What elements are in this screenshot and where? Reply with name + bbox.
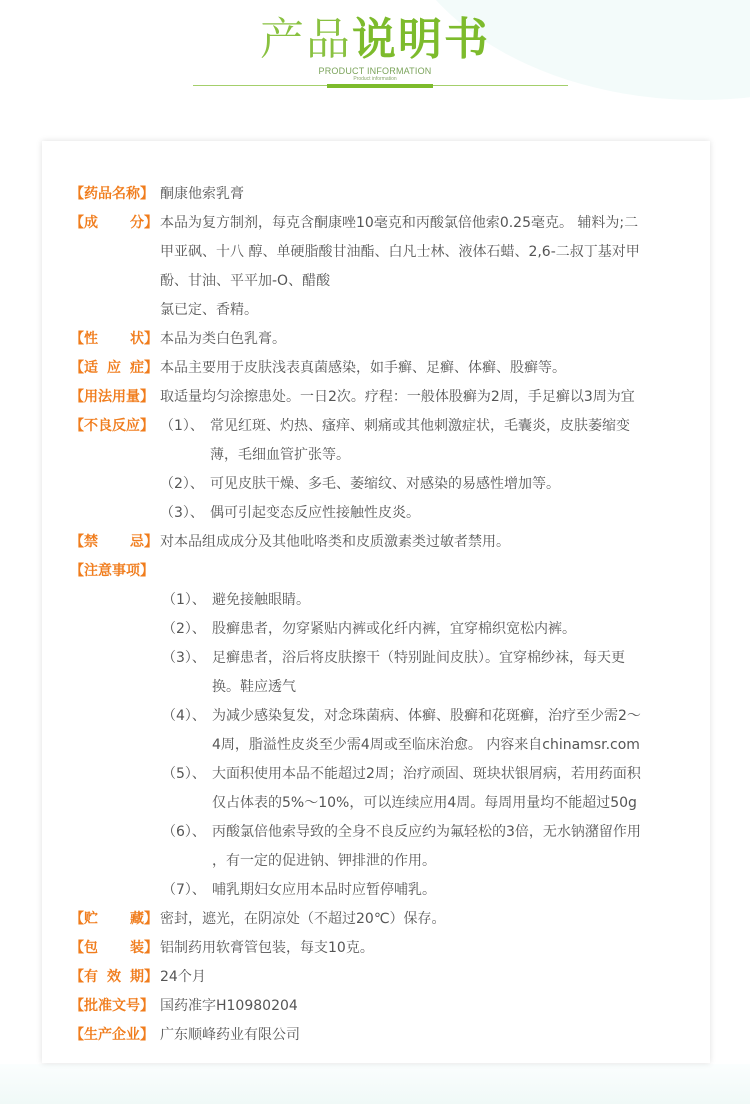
precaution-item: （1）、 避免接触眼睛。 xyxy=(162,592,310,608)
background-band xyxy=(0,1064,750,1104)
value-manufacturer: 广东顺峰药业有限公司 xyxy=(160,1027,300,1043)
label-dosage: 【用法用量】 xyxy=(70,389,154,405)
value-adverse xyxy=(158,412,690,528)
precaution-item: （4）、 为减少感染复发，对念珠菌病、体癣、股癣和花斑癣，治疗至少需2～ 4周，脂溢性皮炎至少需4周或至临床治愈。 内容来自chinamsr.com xyxy=(162,708,641,753)
adverse-item: （1）、 常见红斑、灼热、瘙痒、刺痛或其他刺激症状，毛囊炎，皮肤萎缩变 薄，毛细血管扩张等。 xyxy=(160,418,630,463)
label-approval: 【批准文号】 xyxy=(70,998,154,1014)
precaution-item: （2）、 股癣患者，勿穿紧贴内裤或化纤内裤，宜穿棉织宽松内裤。 xyxy=(162,621,576,637)
precautions-list xyxy=(70,586,690,905)
label-adverse: 【不良反应】 xyxy=(70,418,154,434)
value-appearance: 本品为类白色乳膏。 xyxy=(160,331,286,347)
label-ingredients: 【成 分】 xyxy=(70,215,158,231)
value-validity: 24个月 xyxy=(160,969,206,985)
section-precautions xyxy=(70,557,690,586)
value-name: 酮康他索乳膏 xyxy=(160,186,244,202)
section-approval xyxy=(70,992,690,1021)
section-dosage xyxy=(70,383,690,412)
section-name xyxy=(70,180,690,209)
section-appearance xyxy=(70,325,690,354)
page-header xyxy=(0,0,750,100)
adverse-item: （3）、 偶可引起变态反应性接触性皮炎。 xyxy=(160,505,420,521)
section-adverse xyxy=(70,412,690,528)
label-package: 【包 装】 xyxy=(70,940,158,956)
precaution-item: （5）、 大面积使用本品不能超过2周；治疗顽固、斑块状银屑病，若用药面积 仅占体表的5%～10%，可以连续应用4周。每周用量均不能超过50g xyxy=(162,766,641,811)
label-contraindications: 【禁 忌】 xyxy=(70,534,158,550)
label-appearance: 【性 状】 xyxy=(70,331,158,347)
precaution-item: （6）、 丙酸氯倍他索导致的全身不良反应约为氟轻松的3倍，无水钠潴留作用 ，有一定的促进钠、钾排泄的作用。 xyxy=(162,824,641,869)
value-package: 铝制药用软膏管包装，每支10克。 xyxy=(160,940,374,956)
section-package xyxy=(70,934,690,963)
section-manufacturer xyxy=(70,1021,690,1050)
label-manufacturer: 【生产企业】 xyxy=(70,1027,154,1043)
value-ingredients: 本品为复方制剂，每克含酮康唑10毫克和丙酸氯倍他索0.25毫克。 辅料为;二 甲亚砜、十八 醇、单硬脂酸甘油酯、白凡士林、液体石蜡、2,6-二叔丁基对甲 酚、甘油、平平加-O、醋酸 氯已定、香精。 xyxy=(160,215,640,318)
instructions-content xyxy=(70,180,690,1050)
section-indications xyxy=(70,354,690,383)
precaution-item: （3）、 足癣患者，浴后将皮肤擦干（特别趾间皮肤）。宜穿棉纱袜，每天更 换。鞋应透气 xyxy=(162,650,625,695)
value-contraindications: 对本品组成成分及其他吡咯类和皮质激素类过敏者禁用。 xyxy=(160,534,510,550)
section-contraindications xyxy=(70,528,690,557)
value-indications: 本品主要用于皮肤浅表真菌感染，如手癣、足癣、体癣、股癣等。 xyxy=(160,360,566,376)
page-title xyxy=(0,14,750,66)
label-storage: 【贮 藏】 xyxy=(70,911,158,927)
header-divider-accent xyxy=(327,84,433,88)
label-name: 【药品名称】 xyxy=(70,186,154,202)
page-subtitle-small: Product information xyxy=(353,76,397,82)
label-precautions: 【注意事项】 xyxy=(70,563,154,579)
title-bold: 说明书 xyxy=(352,14,490,65)
section-ingredients xyxy=(70,209,690,325)
section-storage xyxy=(70,905,690,934)
value-dosage: 取适量均匀涂擦患处。一日2次。疗程：一般体股癣为2周，手足癣以3周为宜 xyxy=(160,389,635,405)
section-validity xyxy=(70,963,690,992)
value-storage: 密封，遮光，在阴凉处（不超过20℃）保存。 xyxy=(160,911,446,927)
page-subtitle: PRODUCT INFORMATION xyxy=(318,66,432,76)
value-approval: 国药准字H10980204 xyxy=(160,998,298,1014)
adverse-item: （2）、 可见皮肤干燥、多毛、萎缩纹、对感染的易感性增加等。 xyxy=(160,476,560,492)
label-indications: 【适 应 症】 xyxy=(70,360,158,376)
title-thin: 产品 xyxy=(260,14,352,65)
label-validity: 【有 效 期】 xyxy=(70,969,158,985)
precaution-item: （7）、 哺乳期妇女应用本品时应暂停哺乳。 xyxy=(162,882,436,898)
